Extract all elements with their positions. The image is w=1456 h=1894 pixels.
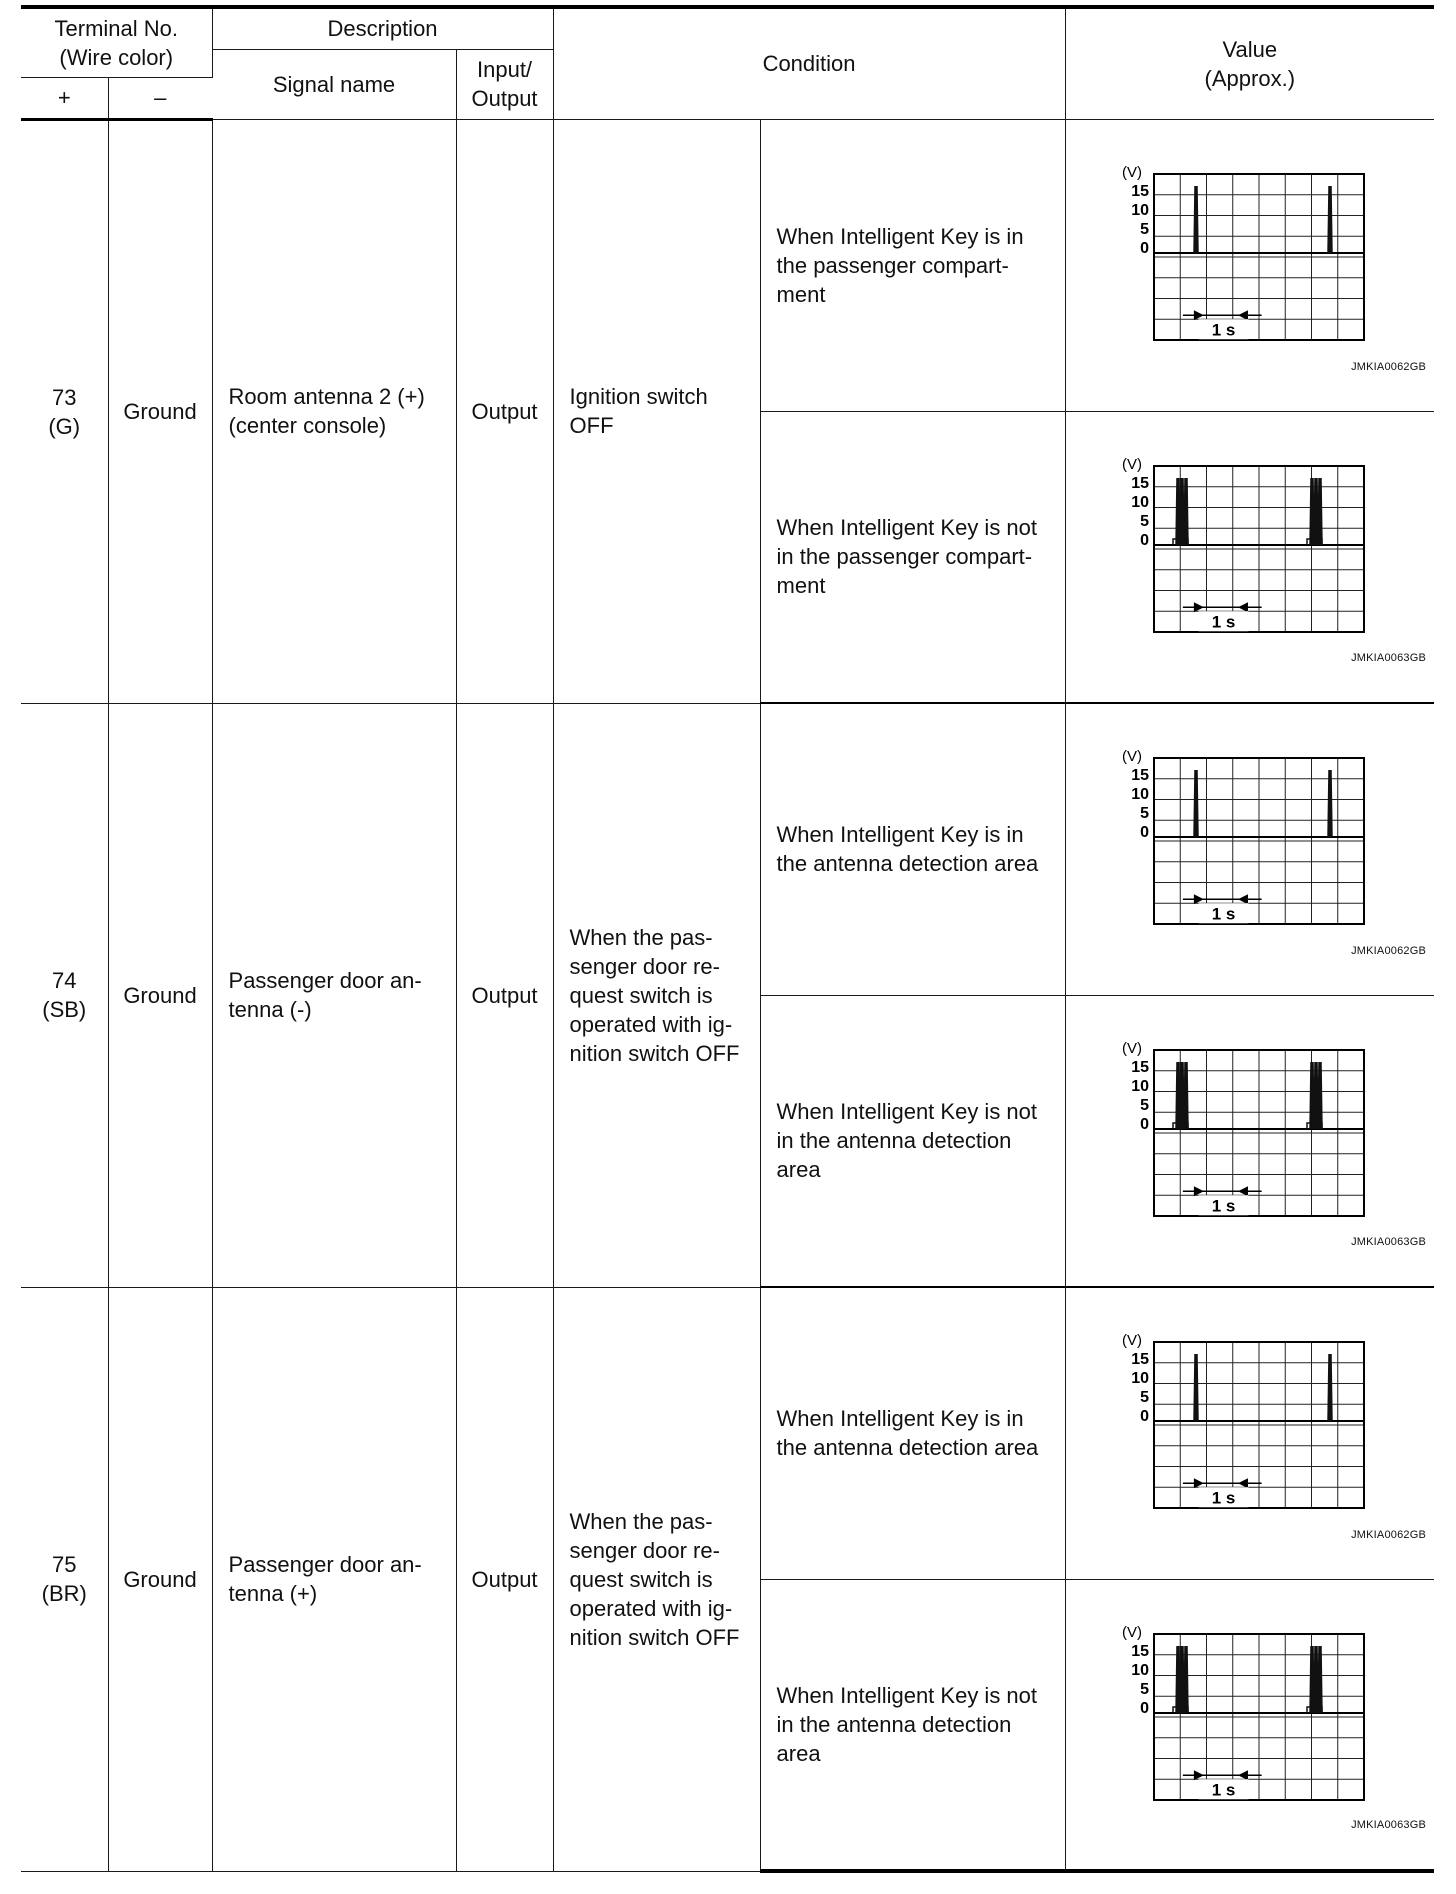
description-header: Description [212,7,553,49]
axis-tick-label: 10 [1130,1661,1149,1679]
axis-tick-label: 5 [1139,220,1149,238]
value-cell [1065,1287,1434,1579]
axis-tick-label: 0 [1139,1408,1149,1425]
axis-unit: (V) [1121,1039,1142,1057]
ground-terminal: Ground [108,703,212,1287]
terminal-rows [21,119,1434,1871]
time-scale-label: 1 s [1211,611,1235,631]
table-row [21,119,1434,411]
input-output: Output [456,703,553,1287]
main-condition: When the pas- senger door re- quest switch is operated with ig- nition switch OFF [553,1287,760,1871]
figure-code: JMKIA0062GB [1351,944,1427,957]
sub-condition: When Intelligent Key is in the passenger compart- ment [760,119,1065,411]
figure-code: JMKIA0062GB [1351,1528,1427,1541]
terminal-spec-table [21,5,1434,1873]
main-condition: Ignition switch OFF [553,119,760,703]
value-cell [1065,1579,1434,1871]
axis-unit: (V) [1121,1623,1142,1641]
time-scale-label: 1 s [1211,319,1235,339]
axis-tick-label: 0 [1139,239,1149,257]
axis-unit: (V) [1121,163,1142,181]
sub-condition: When Intelligent Key is not in the antenna detection area [760,1579,1065,1871]
figure-code: JMKIA0063GB [1351,1819,1427,1831]
axis-tick-label: 10 [1130,1370,1149,1387]
time-scale-label: 1 s [1211,904,1235,924]
input-output: Output [456,1287,553,1871]
value-cell [1065,119,1434,411]
signal-name-header: Signal name [212,49,456,119]
oscilloscope-waveform [1110,162,1360,342]
axis-tick-label: 5 [1139,1096,1149,1114]
value-cell [1065,703,1434,995]
plus-header: + [21,77,108,119]
time-scale-label: 1 s [1211,1195,1235,1215]
table-row [21,703,1434,995]
axis-tick-label: 15 [1130,767,1149,784]
signal-name: Passenger door an- tenna (-) [212,703,456,1287]
sub-condition: When Intelligent Key is not in the passenger compart- ment [760,411,1065,703]
input-output: Output [456,119,553,703]
axis-tick-label: 5 [1139,512,1149,530]
terminal-number: 75 (BR) [21,1287,108,1871]
axis-tick-label: 0 [1139,1115,1149,1133]
axis-tick-label: 15 [1130,1642,1149,1660]
axis-tick-label: 10 [1130,786,1149,803]
axis-tick-label: 15 [1130,474,1149,492]
condition-header: Condition [553,7,1065,119]
input-output-header: Input/ Output [456,49,553,119]
time-scale-label: 1 s [1211,1488,1235,1508]
oscilloscope-waveform [1110,454,1360,634]
figure-code: JMKIA0062GB [1351,360,1427,373]
main-condition: When the pas- senger door re- quest switch is operated with ig- nition switch OFF [553,703,760,1287]
axis-tick-label: 10 [1130,1077,1149,1095]
ground-terminal: Ground [108,1287,212,1871]
axis-tick-label: 5 [1139,805,1149,822]
axis-tick-label: 15 [1130,1058,1149,1076]
oscilloscope-waveform [1110,1330,1360,1510]
figure-code: JMKIA0063GB [1351,1236,1427,1248]
value-header: Value (Approx.) [1065,7,1434,119]
ground-terminal: Ground [108,119,212,703]
oscilloscope-waveform [1110,1622,1360,1802]
sub-condition: When Intelligent Key is in the antenna detection area [760,1287,1065,1579]
value-cell [1065,995,1434,1287]
table-row [21,1287,1434,1579]
axis-tick-label: 0 [1139,1699,1149,1717]
axis-unit: (V) [1121,1332,1142,1349]
oscilloscope-waveform [1110,746,1360,926]
axis-tick-label: 5 [1139,1389,1149,1406]
axis-unit: (V) [1121,455,1142,473]
sub-condition: When Intelligent Key is in the antenna detection area [760,703,1065,995]
signal-name: Room antenna 2 (+) (center console) [212,119,456,703]
signal-name: Passenger door an- tenna (+) [212,1287,456,1871]
axis-tick-label: 0 [1139,531,1149,549]
axis-tick-label: 10 [1130,201,1149,219]
axis-tick-label: 5 [1139,1680,1149,1698]
axis-unit: (V) [1121,748,1142,765]
value-cell [1065,411,1434,703]
figure-code: JMKIA0063GB [1351,652,1427,664]
sub-condition: When Intelligent Key is not in the antenna detection area [760,995,1065,1287]
terminal-no-header: Terminal No. (Wire color) [21,7,212,77]
axis-tick-label: 15 [1130,1351,1149,1368]
terminal-number: 73 (G) [21,119,108,703]
axis-tick-label: 15 [1130,182,1149,200]
terminal-number: 74 (SB) [21,703,108,1287]
time-scale-label: 1 s [1211,1779,1235,1799]
minus-header: – [108,77,212,119]
oscilloscope-waveform [1110,1038,1360,1218]
axis-tick-label: 10 [1130,493,1149,511]
axis-tick-label: 0 [1139,824,1149,841]
